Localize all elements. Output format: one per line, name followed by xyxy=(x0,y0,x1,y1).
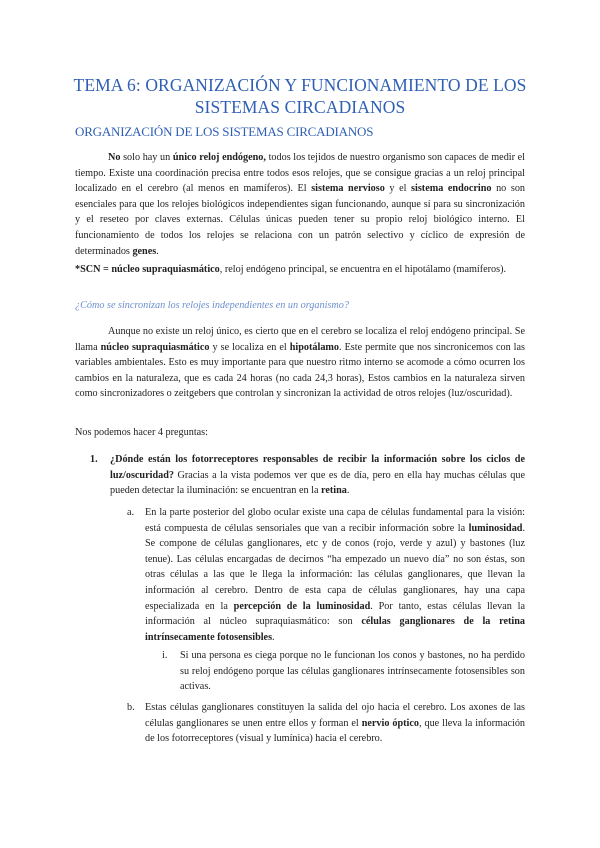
list-item-b: Estas células ganglionares constituyen la salida del ojo hacia el cerebro. Los axones de las células ganglionares se unen entre ellos y forman el nervio óptico, que lleva la información de los fotorreceptores (visual y lumínica) hacia el cerebro. xyxy=(145,702,526,745)
list-marker-1: 1. xyxy=(90,454,98,465)
list-item-1: ¿Dónde están los fotorreceptores responsables de recibir la información sobre los ciclos de luz/oscuridad? Gracias a la vista podemos ver que es de día, pero en ella hay muchas células que pueden detectar la iluminación: se encuentran en la retina. xyxy=(110,454,525,497)
intro-paragraph: No solo hay un único reloj endógeno, todos los tejidos de nuestro organismo son capaces de medir el tiempo. Existe una coordinación precisa entre todos esos relojes, que se consigue gracias a un reloj principal localizado en el cerebro (al menos en mamíferos). El sistema nervioso y el sistema endocrino no son esenciales para que los relojes biológicos independientes sigan funcionando, aunque sí para su sincronización y el reseteo por claves externas. Células únicas pueden tener su propio reloj biológico interno. El funcionamiento de todos los relojes se relaciona con un patrón selectivo y cíclico de expresión de determinados genes. xyxy=(75,152,526,257)
list-item-a: En la parte posterior del globo ocular existe una capa de células fundamental para la visión: está compuesta de células sensoriales que van a recibir información sobre la luminosidad. Se compone de células ganglionares, etc y de conos (rojo, verde y azul) y bastones (luz tenue). Las células encargadas de decirnos “ha empezado un nuevo día” no son éstas, son otras células a las que le llega la información: las células ganglionares, que llevan la información al cerebro. Dentro de esta capa de células ganglionares, hay una capa especializada en la percepción de la luminosidad. Por tanto, estas células llevan la información al núcleo supraquiasmático: son células ganglionares de la retina intrínsecamente fotosensibles. xyxy=(145,507,526,643)
list-marker-a: a. xyxy=(127,507,135,518)
questions-intro: Nos podemos hacer 4 preguntas: xyxy=(75,427,208,438)
question-heading: ¿Cómo se sincronizan los relojes independientes en un organismo? xyxy=(75,300,349,311)
page-title: TEMA 6: ORGANIZACIÓN Y FUNCIONAMIENTO DE LOS SISTEMAS CIRCADIANOS xyxy=(73,75,527,117)
scn-paragraph: Aunque no existe un reloj único, es cierto que en el cerebro se localiza el reloj endógeno principal. Se llama núcleo supraquiasmático y se localiza en el hipotálamo. Este permite que nos sincronicemos con las variables ambientales. Esto es muy importante para que nuestro ritmo interno se acomode a cómo ocurren los cambios en la naturaleza, que es cada 24 horas (no cada 24,3 horas), Estos cambios en la naturaleza sirven como sincronizadores o zeitgebers que controlan y sincronizan la actividad de otros relojes (luz/oscuridad). xyxy=(75,326,525,400)
scn-definition: *SCN = núcleo supraquiasmático, reloj endógeno principal, se encuentra en el hipotálamo (mamíferos). xyxy=(75,264,507,275)
list-marker-i: i. xyxy=(162,650,168,661)
section-heading: ORGANIZACIÓN DE LOS SISTEMAS CIRCADIANOS xyxy=(75,124,374,139)
list-item-i: Si una persona es ciega porque no le funcionan los conos y bastones, no ha perdido su reloj endógeno porque las células ganglionares intrínsecamente fotosensibles son activas. xyxy=(180,650,525,693)
list-marker-b: b. xyxy=(127,702,135,713)
